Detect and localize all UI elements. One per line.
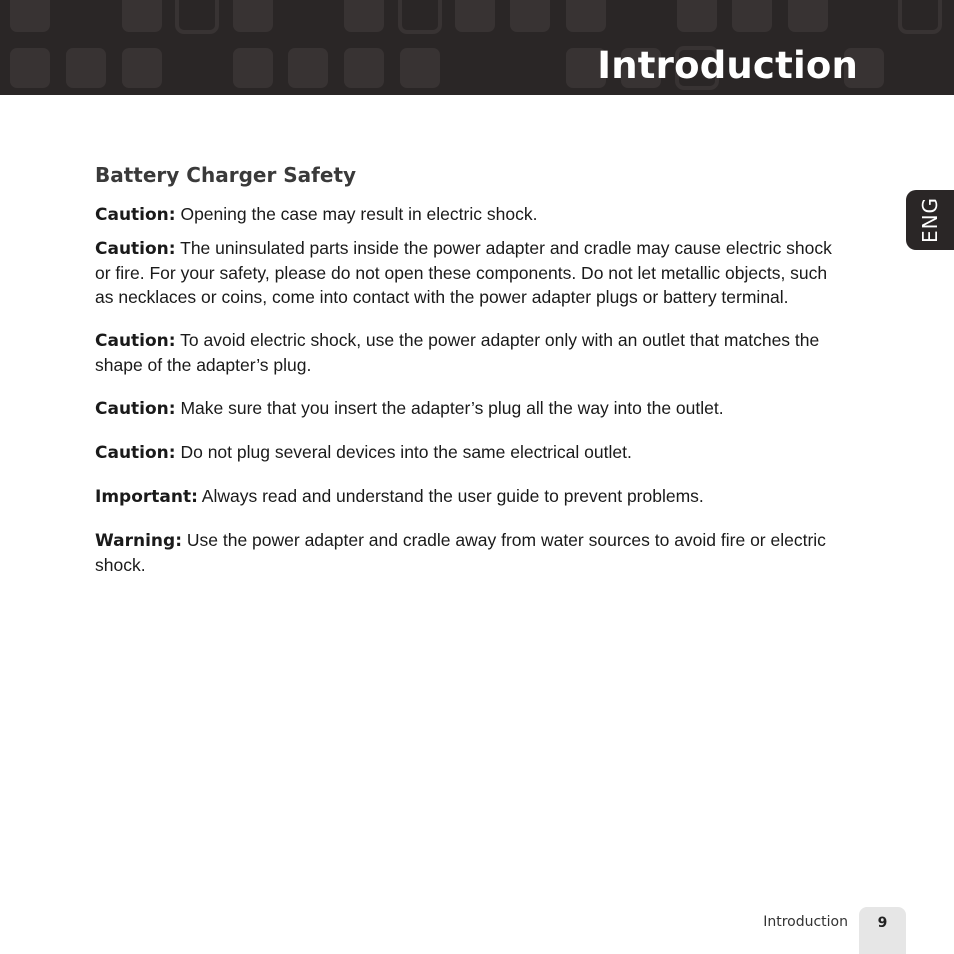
section-heading: Battery Charger Safety: [95, 163, 357, 187]
header-tile: [10, 0, 50, 32]
header-tile: [788, 0, 828, 32]
caution-notice-plug-insert: [95, 396, 835, 421]
header-tile: [400, 48, 440, 88]
header-tile: [510, 0, 550, 32]
footer-section-label: Introduction: [763, 914, 848, 930]
header-tile: [400, 0, 440, 32]
notice-text: Always read and understand the user guide to prevent problems.: [197, 486, 704, 506]
header-tile: [455, 0, 495, 32]
header-tile: [177, 0, 217, 32]
header-tile: [677, 0, 717, 32]
notice-label: Caution:: [95, 331, 176, 351]
notice-label: Caution:: [95, 239, 176, 259]
header-tile: [66, 48, 106, 88]
notice-text: Do not plug several devices into the same electrical outlet.: [175, 442, 632, 462]
caution-notice-case: [95, 202, 835, 227]
header-tile: [233, 48, 273, 88]
notice-text: The uninsulated parts inside the power adapter and cradle may cause electric shock or fire. For your safety, please do not open these components. Do not let metallic objects, such as necklaces or coins, come into contact with the power adapter plugs or battery terminal.: [95, 238, 832, 307]
header-tile: [344, 48, 384, 88]
header-banner: [0, 0, 954, 95]
important-notice: [95, 484, 835, 509]
notice-label: Caution:: [95, 205, 176, 225]
caution-notice-multiple-devices: [95, 440, 835, 465]
notice-text: Use the power adapter and cradle away from water sources to avoid fire or electric shock.: [95, 530, 826, 575]
header-tile: [10, 48, 50, 88]
header-tile: [566, 0, 606, 32]
header-tile: [344, 0, 384, 32]
page-title: Introduction: [597, 44, 858, 87]
main-content: [95, 160, 835, 577]
notice-label: Warning:: [95, 531, 183, 551]
caution-notice-uninsulated: [95, 236, 835, 309]
header-tile: [122, 0, 162, 32]
header-tile: [233, 0, 273, 32]
language-label: ENG: [918, 196, 942, 244]
warning-notice: [95, 528, 835, 577]
caution-notice-outlet-shape: [95, 328, 835, 377]
header-tile: [900, 0, 940, 32]
notice-label: Important:: [95, 487, 198, 507]
header-tile: [732, 0, 772, 32]
page-number-tab: [859, 907, 906, 954]
header-tile: [122, 48, 162, 88]
notice-text: Opening the case may result in electric shock.: [175, 204, 538, 224]
header-tile: [288, 48, 328, 88]
notice-label: Caution:: [95, 443, 176, 463]
notice-label: Caution:: [95, 399, 176, 419]
notice-text: To avoid electric shock, use the power adapter only with an outlet that matches the shape of the adapter’s plug.: [95, 330, 820, 375]
notice-text: Make sure that you insert the adapter’s plug all the way into the outlet.: [175, 398, 724, 418]
language-tab: [906, 190, 954, 250]
page-number: 9: [877, 915, 888, 931]
